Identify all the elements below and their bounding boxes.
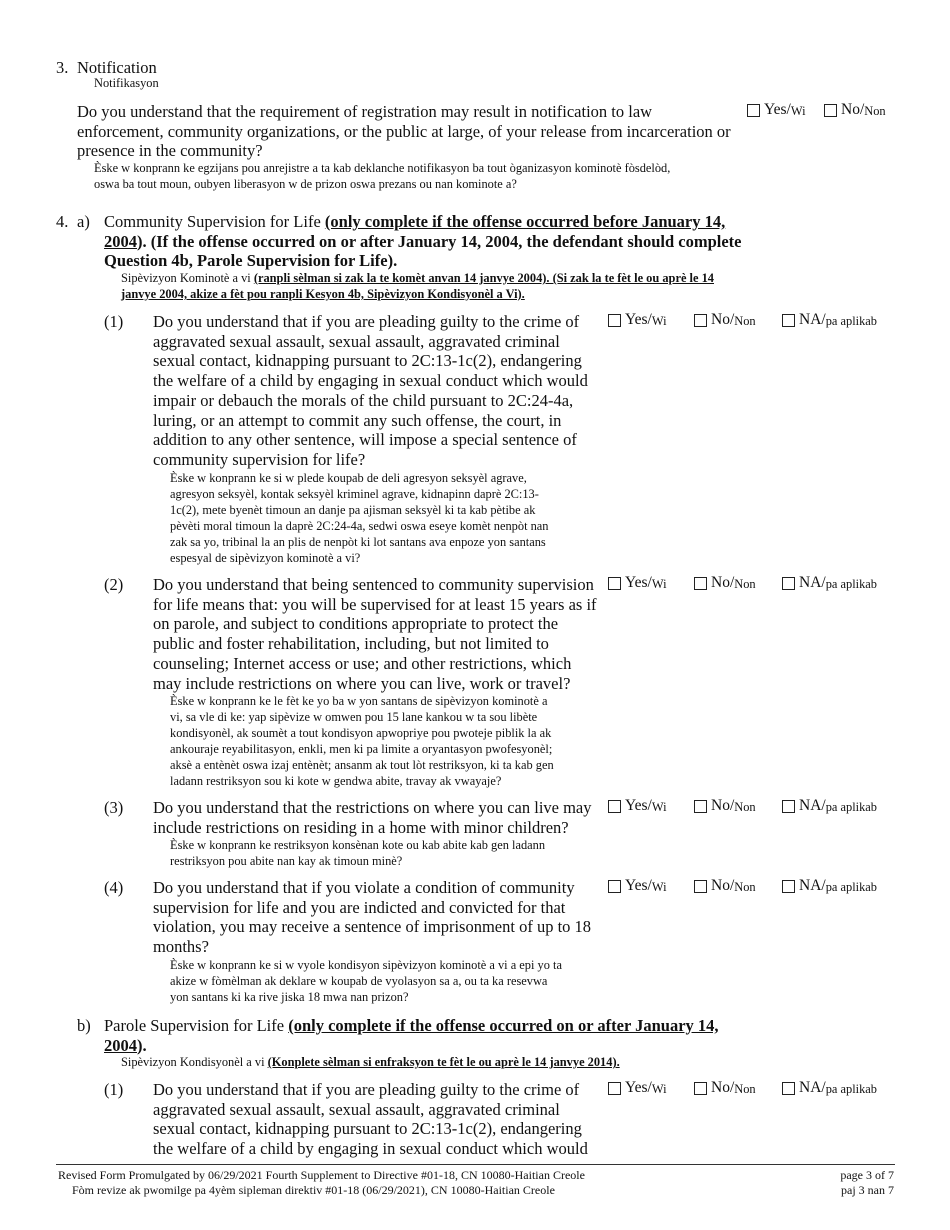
yes-label: Yes/ (625, 574, 652, 591)
question-line: include restrictions on residing in a home with minor children? (153, 817, 569, 837)
question-line: Do you understand that if you are pleading guilty to the crime of (153, 1080, 580, 1099)
na-checkbox[interactable] (782, 1082, 795, 1095)
yes-label: Yes/ (625, 311, 652, 328)
no-label-ht: Non (734, 577, 756, 591)
na-label: NA/ (799, 311, 826, 328)
question-line: on parole, and subject to conditions appropriate to protect the (153, 614, 559, 634)
yes-label: Yes/ (625, 797, 652, 814)
translation-line: 1c(2), mete byenèt timoun an danje pa ajisman seksyèl ki ta kab pètibe ak (170, 502, 536, 517)
na-label: NA/ (799, 574, 826, 591)
question-line: supervision for life and you are indicted and convicted for that (153, 897, 566, 917)
no-label: No/ (711, 311, 735, 328)
no-label-ht: Non (734, 800, 756, 814)
translation-line: Èske w konprann ke si w vyole kondisyon sipèvizyon kominotè a vi a epi yo ta (170, 957, 562, 972)
question-line: Do you understand that if you are pleading guilty to the crime of (153, 312, 580, 331)
footer-divider (56, 1164, 895, 1165)
no-checkbox[interactable] (694, 577, 707, 590)
a-item-3-na-option[interactable] (782, 797, 877, 815)
na-label-ht: pa aplikab (825, 577, 877, 591)
na-checkbox[interactable] (782, 577, 795, 590)
question-line: impair or debauch the morals of the child pursuant to 2C:24-4a, (153, 390, 574, 410)
section-4-number: 4. (56, 212, 69, 231)
a-item-number: (2) (104, 575, 124, 594)
footer-page: page 3 of 7 (840, 1168, 894, 1182)
translation-line: zak sa yo, tribinal la an plis de nenpòt ki lot santans ava enpoze yon santans (170, 534, 546, 549)
na-label: NA/ (799, 1079, 826, 1096)
a-item-4-na-option[interactable] (782, 877, 877, 895)
a-item-2-yes-option[interactable] (608, 574, 667, 592)
question-line: for life means that: you will be supervised for at least 15 years as if (153, 594, 597, 614)
q3-yes-option[interactable]: Yes/ Wi (747, 101, 806, 119)
b-item-number: (1) (104, 1080, 124, 1099)
na-checkbox[interactable] (782, 880, 795, 893)
a-item-number: (1) (104, 312, 124, 331)
na-label: NA/ (799, 877, 826, 894)
na-checkbox[interactable] (782, 314, 795, 327)
q3-question-ht: Èske w konprann ke egzijans pou anrejistre a ta kab deklanche notifikasyon ba tout òganizasyon kominotè fòsdelòd, oswa ba tout moun, oubyen liberasyon w de prizon oswa prezans ou nan kominote a? (94, 161, 671, 191)
no-label: No/ (711, 1079, 735, 1096)
question-line: the welfare of a child by engaging in sexual conduct which would (153, 371, 588, 391)
question-line: sexual contact, kidnapping pursuant to 2C:13-1c(2), endangering (153, 351, 582, 371)
q3-no-option[interactable]: No/ Non (824, 101, 886, 119)
question-line: Do you understand that the restrictions on where you can live may (153, 798, 592, 817)
question-line: Do you understand that if you violate a condition of community (153, 878, 575, 897)
b-item-1-na-option[interactable] (782, 1079, 877, 1097)
translation-line: pèvèti moral timoun la daprè 2C:24-4a, sedwi oswa eseye komèt nenpòt nan (170, 518, 549, 533)
yes-checkbox[interactable] (608, 800, 621, 813)
question-line: the welfare of a child by engaging in sexual conduct which would (153, 1139, 588, 1159)
b-item-question (153, 1080, 615, 1159)
na-label-ht: pa aplikab (825, 1082, 877, 1096)
no-checkbox[interactable] (694, 880, 707, 893)
section-4b-title-ht: Sipèvizyon Kondisyonèl a vi (Konplete sèlman si enfraksyon te fèt le ou aprè le 14 janvye 2014). (121, 1055, 620, 1069)
no-label: No/ (711, 797, 735, 814)
translation-line: Èske w konprann ke restriksyon konsènan kote ou kab abite kab gen ladann (170, 838, 546, 853)
a-item-3-yes-option[interactable] (608, 797, 667, 815)
yes-label-ht: Wi (651, 800, 667, 814)
section-3-title: Notification (77, 58, 157, 77)
section-3-number: 3. (56, 58, 69, 77)
footer-line-2: Fòm revize ak pwomilge pa 4yèm sipleman direktiv #01-18 (06/29/2021), CN 10080-Haitian Creole (72, 1183, 555, 1197)
yes-label: Yes/ (625, 1079, 652, 1096)
translation-line: restriksyon pou abite nan kay ak timoun minè? (170, 854, 403, 869)
no-label-ht: Non (734, 314, 756, 328)
a-item-number: (4) (104, 878, 124, 897)
question-line: counseling; Internet access or use; and other restrictions, which (153, 653, 572, 673)
question-line: public and foster rehabilitation, including, but not limited to (153, 634, 549, 654)
question-line: luring, or an attempt to commit any such offense, the court, in (153, 410, 562, 430)
section-4a-letter: a) (77, 212, 90, 231)
a-item-1-na-option[interactable] (782, 311, 877, 329)
translation-line: akize w fòmèlman ak deklare w koupab de vyolasyon sa a, ou ta ka resevwa (170, 973, 548, 988)
na-label-ht: pa aplikab (825, 800, 877, 814)
no-label: No/ (711, 877, 735, 894)
question-line: Do you understand that being sentenced to community supervision (153, 575, 594, 594)
yes-checkbox[interactable] (608, 577, 621, 590)
yes-label-ht: Wi (651, 577, 667, 591)
no-checkbox[interactable] (694, 800, 707, 813)
a-item-1-yes-option[interactable] (608, 311, 667, 329)
translation-line: ankouraje reyabilitasyon, enkli, men ki pa limite a oryantasyon pwofesyonèl; (170, 742, 553, 757)
yes-checkbox[interactable] (608, 880, 621, 893)
question-translation (170, 837, 615, 869)
yes-label-ht: Wi (651, 314, 667, 328)
no-checkbox[interactable] (694, 1082, 707, 1095)
no-label-ht: Non (734, 880, 756, 894)
b-item-1-no-option[interactable] (694, 1079, 756, 1097)
footer-line-1: Revised Form Promulgated by 06/29/2021 Fourth Supplement to Directive #01-18, CN 10080-Haitian Creole (58, 1168, 585, 1182)
translation-line: Èske w konprann ke si w plede koupab de deli agresyon seksyèl agrave, (170, 470, 527, 485)
yes-label-ht: Wi (651, 1082, 667, 1096)
b-item-1-yes-option[interactable] (608, 1079, 667, 1097)
q3-question: Do you understand that the requirement of registration may result in notification to law enforcement, community organizations, or the public at large, of your release from incarceration or presence in the community? (77, 102, 731, 161)
translation-line: kondisyonèl, ak soumèt a tout kondisyon apwopriye pou pwoteje piblik la ak (170, 726, 552, 741)
a-item-1-no-option[interactable] (694, 311, 756, 329)
yes-label-ht: Wi (651, 880, 667, 894)
a-item-number: (3) (104, 798, 124, 817)
question-line: aggravated sexual assault, sexual assault, aggravated criminal (153, 1099, 560, 1119)
q3-no-checkbox[interactable] (824, 104, 837, 117)
section-4a-title-ht: Sipèvizyon Kominotè a vi (ranpli sèlman si zak la te komèt anvan 14 janvye 2004). (Si zak la te fèt le ou aprè le 14 janvye 2004, akize a fèt pou ranpli Kesyon 4b, Sipèvizyon Kondisyonèl a Vi). (121, 271, 714, 301)
a-item-question (153, 798, 615, 869)
translation-line: yon santans ki ka rive jiska 18 mwa nan prizon? (170, 989, 409, 1004)
na-checkbox[interactable] (782, 800, 795, 813)
a-item-3-no-option[interactable] (694, 797, 756, 815)
no-label-ht: Non (734, 1082, 756, 1096)
a-item-2-no-option[interactable] (694, 574, 756, 592)
a-item-question (153, 575, 615, 789)
question-line: sexual contact, kidnapping pursuant to 2C:13-1c(2), endangering (153, 1119, 582, 1139)
question-translation (170, 693, 615, 789)
question-line: months? (153, 937, 209, 957)
yes-checkbox[interactable] (608, 314, 621, 327)
na-label-ht: pa aplikab (825, 314, 877, 328)
a-item-question (153, 312, 615, 566)
translation-line: espesyal de sipèvizyon kominotè a vi? (170, 550, 361, 565)
translation-line: ladann restriksyon sou ki kote w gendwa abite, travay ak vwayaje? (170, 774, 502, 789)
no-checkbox[interactable] (694, 314, 707, 327)
translation-line: agresyon seksyèl, kontak seksyèl kriminel agrave, kidnapinn daprè 2C:13- (170, 486, 539, 501)
a-item-2-na-option[interactable] (782, 574, 877, 592)
translation-line: Èske w konprann ke le fèt ke yo ba w yon santans de sipèvizyon kominotè a (170, 694, 548, 709)
na-label-ht: pa aplikab (825, 880, 877, 894)
question-translation (170, 470, 615, 566)
question-line: community supervision for life? (153, 449, 366, 469)
translation-line: vi, sa vle di ke: yap sipèvize w omwen pou 15 lane kankou w ta sou libète (170, 710, 538, 725)
question-line: aggravated sexual assault, sexual assault, aggravated criminal (153, 331, 560, 351)
q3-yes-checkbox[interactable] (747, 104, 760, 117)
section-4a-title: Community Supervision for Life (only complete if the offense occurred before January 14, 2004). (If the offense occurred on or after January 14, 2004, the defendant should complete Question 4b, Parole Supervision for Life). (104, 212, 742, 271)
a-item-4-yes-option[interactable] (608, 877, 667, 895)
yes-checkbox[interactable] (608, 1082, 621, 1095)
section-4b-letter: b) (77, 1016, 91, 1035)
question-line: violation, you may receive a sentence of imprisonment of up to 18 (153, 917, 592, 937)
translation-line: aksè a entènèt oswa izaj entènèt; ansanm ak tout lòt restriksyon, ki ta kab gen (170, 758, 554, 773)
yes-label: Yes/ (625, 877, 652, 894)
a-item-question (153, 878, 615, 1005)
no-label: No/ (711, 574, 735, 591)
footer-page-ht: paj 3 nan 7 (841, 1183, 894, 1197)
question-line: addition to any other sentence, will impose a special sentence of (153, 430, 577, 450)
question-translation (170, 957, 615, 1005)
section-3-title-ht: Notifikasyon (94, 76, 159, 90)
a-item-4-no-option[interactable] (694, 877, 756, 895)
section-4b-title: Parole Supervision for Life (only complete if the offense occurred on or after January 14, 2004). (104, 1016, 719, 1055)
na-label: NA/ (799, 797, 826, 814)
question-line: may include restrictions on where you can live, work or travel? (153, 673, 571, 693)
